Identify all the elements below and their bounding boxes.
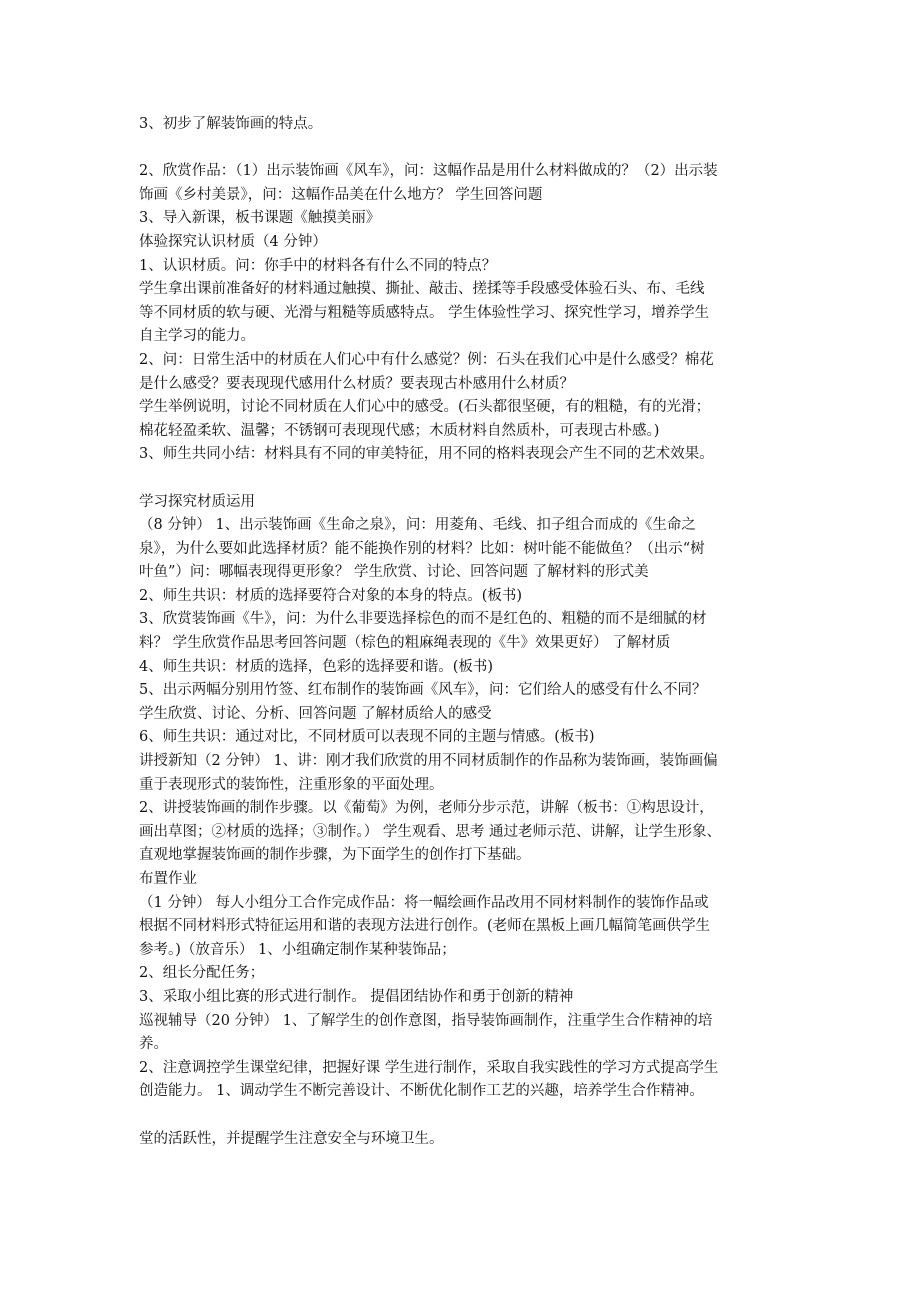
text-line: 养。 — [139, 1036, 168, 1053]
text-line: 参考。)（放音乐） 1、小组确定制作某种装饰品； — [139, 941, 456, 958]
text-line: 叶鱼”）问：哪幅表现得更形象？ 学生欣赏、讨论、回答问题 了解材料的形式美 — [139, 564, 649, 581]
paragraph-spacer — [139, 137, 799, 161]
text-line: 重于表现形式的装饰性，注重形象的平面处理。 — [139, 776, 444, 793]
text-line: 学生欣赏、讨论、分析、回答问题 了解材质给人的感受 — [139, 705, 492, 722]
text-line: 2、师生共识：材质的选择要符合对象的本身的特点。(板书) — [139, 587, 523, 604]
text-line: 是什么感受？要表现现代感用什么材质？要表现古朴感用什么材质？ — [139, 375, 574, 392]
text-line: 2、欣赏作品：（1）出示装饰画《风车》，问：这幅作品是用什么材料做成的？（2）出示装 — [139, 163, 718, 180]
text-line: 堂的活跃性，并提醒学生注意安全与环境卫生。 — [139, 1130, 444, 1147]
text-line: 2、注意调控学生课堂纪律，把握好课 学生进行制作，采取自我实践性的学习方式提高学生 — [139, 1059, 719, 1076]
text-line: 布置作业 — [139, 871, 197, 887]
text-line: 讲授新知（2 分钟） 1、讲：刚才我们欣赏的用不同材质制作的作品称为装饰画，装饰画偏 — [139, 753, 718, 770]
text-line: 1、认识材质。问：你手中的材料各有什么不同的特点？ — [139, 257, 497, 274]
text-line: 2、讲授装饰画的制作步骤。以《葡萄》为例，老师分步示范，讲解（板书：①构思设计， — [139, 800, 714, 817]
text-line: 4、师生共识：材质的选择，色彩的选择要和谐。(板书) — [139, 658, 494, 675]
text-line: 学习探究材质运用 — [139, 493, 255, 510]
text-line: 学生举例说明，讨论不同材质在人们心中的感受。(石头都很坚硬，有的粗糙，有的光滑； — [139, 399, 711, 416]
text-line: 巡视辅导（20 分钟） 1、了解学生的创作意图，指导装饰画制作，注重学生合作精神的培 — [139, 1012, 713, 1029]
text-line: 创造能力。 1、调动学生不断完善设计、不断优化制作工艺的兴趣，培养学生合作精神。 — [139, 1083, 704, 1100]
document-body — [139, 113, 799, 1151]
text-line: 2、组长分配任务； — [139, 965, 265, 982]
text-line: 棉花轻盈柔软、温馨；不锈钢可表现现代感；木质材料自然质朴，可表现古朴感。) — [139, 422, 660, 439]
text-line: 根据不同材料形式特征运用和谐的表现方法进行创作。(老师在黑板上画几幅简笔画供学生 — [139, 918, 711, 935]
text-line: 5、出示两幅分别用竹签、红布制作的装饰画《风车》，问：它们给人的感受有什么不同？ — [139, 682, 707, 699]
text-line: 自主学习的能力。 — [139, 328, 255, 345]
text-line: 饰画《乡村美景》，问：这幅作品美在什么地方？ 学生回答问题 — [139, 186, 543, 203]
text-line: 学生拿出课前准备好的材料通过触摸、撕扯、敲击、搓揉等手段感受体验石头、布、毛线 — [139, 281, 705, 298]
text-line: 等不同材质的软与硬、光滑与粗糙等质感特点。 学生体验性学习、探究性学习，增养学生 — [139, 304, 710, 321]
text-line: 2、问：日常生活中的材质在人们心中有什么感觉？例：石头在我们心中是什么感受？棉花 — [139, 351, 714, 368]
text-line: 3、导入新课，板书课题《触摸美丽》 — [139, 210, 381, 227]
text-line: （8 分钟） 1、出示装饰画《生命之泉》，问：用菱角、毛线、扣子组合而成的《生命之 — [139, 517, 696, 534]
paragraph-spacer — [139, 1104, 799, 1128]
text-line: 画出草图；②材质的选择；③制作。） 学生观看、思考 通过老师示范、讲解，让学生形象、 — [139, 823, 721, 840]
text-line: （1 分钟） 每人小组分工合作完成作品：将一幅绘画作品改用不同材料制作的装饰作品或 — [139, 894, 709, 911]
text-line: 3、师生共同小结：材料具有不同的审美特征，用不同的格料表现会产生不同的艺术效果。 — [139, 446, 714, 463]
text-line: 6、师生共识：通过对比，不同材质可以表现不同的主题与情感。(板书) — [139, 729, 595, 746]
text-line: 泉》，为什么要如此选择材质？能不能换作别的材料？比如：树叶能不能做鱼？（出示“树 — [139, 540, 705, 557]
text-line: 3、欣赏装饰画《牛》，问：为什么非要选择棕色的而不是红色的、粗糙的而不是细腻的材 — [139, 611, 707, 628]
text-line: 直观地掌握装饰画的制作步骤，为下面学生的创作打下基础。 — [139, 847, 531, 864]
text-line: 3、初步了解装饰画的特点。 — [139, 116, 323, 132]
text-line: 体验探究认识材质（4 分钟） — [139, 233, 327, 250]
paragraph-spacer — [139, 467, 799, 491]
text-line: 料？ 学生欣赏作品思考回答问题（棕色的粗麻绳表现的《牛》效果更好） 了解材质 — [139, 635, 671, 652]
text-line: 3、采取小组比赛的形式进行制作。 提倡团结协作和勇于创新的精神 — [139, 988, 574, 1005]
